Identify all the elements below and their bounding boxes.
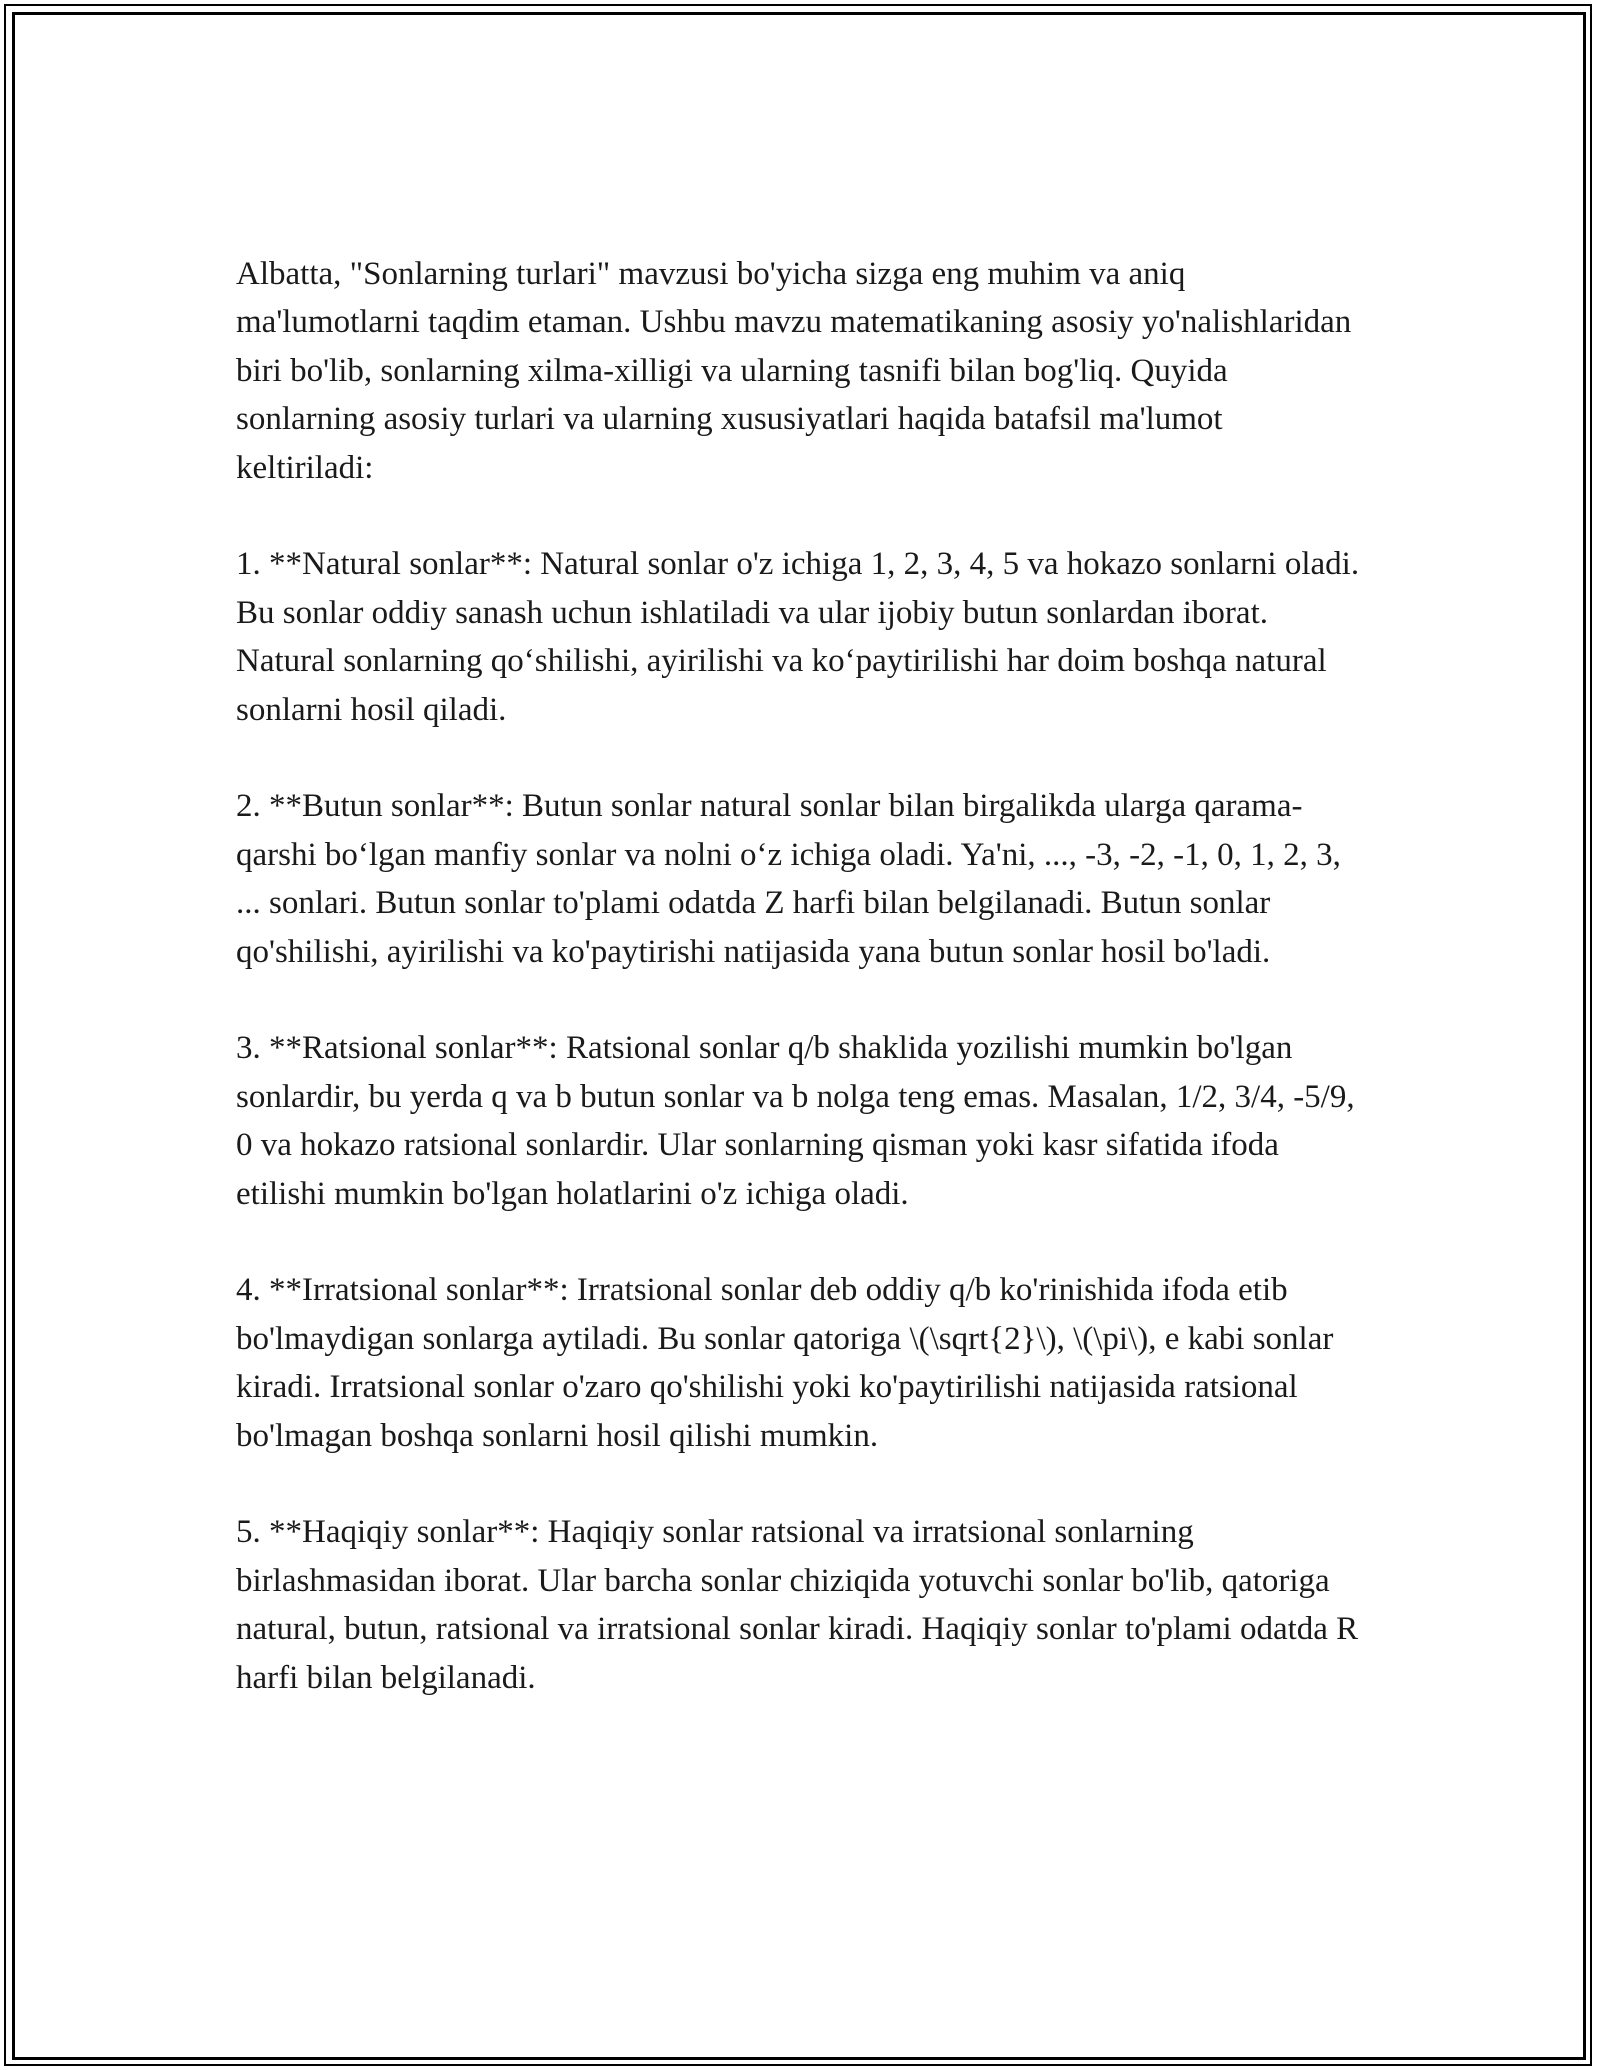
list-item-butun-sonlar: 2. **Butun sonlar**: Butun sonlar natural sonlar bilan birgalikda ularga qarama-qarshi bo‘lgan manfiy sonlar va nolni o‘z ichiga oladi. Ya'ni, ..., -3, -2, -1, 0, 1, 2, 3, ... sonlari. Butun sonlar to'plami odatda Z harfi bilan belgilanadi. Butun sonlar qo'shilishi, ayirilishi va ko'paytirishi natijasida yana butun sonlar hosil bo'ladi. xyxy=(236,788,1341,970)
list-item-ratsional-sonlar: 3. **Ratsional sonlar**: Ratsional sonlar q/b shaklida yozilishi mumkin bo'lgan sonlardir, bu yerda q va b butun sonlar va b nolga teng emas. Masalan, 1/2, 3/4, -5/9, 0 va hokazo ratsional sonlardir. Ular sonlarning qisman yoki kasr sifatida ifoda etilishi mumkin bo'lgan holatlarini o'z ichiga oladi. xyxy=(236,1030,1355,1212)
document-body xyxy=(236,250,1366,1702)
list-item-natural-sonlar: 1. **Natural sonlar**: Natural sonlar o'z ichiga 1, 2, 3, 4, 5 va hokazo sonlarni oladi. Bu sonlar oddiy sanash uchun ishlatiladi va ular ijobiy butun sonlardan iborat. Natural sonlarning qo‘shilishi, ayirilishi va ko‘paytirilishi har doim boshqa natural sonlarni hosil qiladi. xyxy=(236,546,1360,728)
list-item-irratsional-sonlar: 4. **Irratsional sonlar**: Irratsional sonlar deb oddiy q/b ko'rinishida ifoda etib bo'lmaydigan sonlarga aytiladi. Bu sonlar qatoriga \(\sqrt{2}\), \(\pi\), e kabi sonlar kiradi. Irratsional sonlar o'zaro qo'shilishi yoki ko'paytirilishi natijasida ratsional bo'lmagan boshqa sonlarni hosil qilishi mumkin. xyxy=(236,1272,1334,1454)
intro-paragraph: Albatta, "Sonlarning turlari" mavzusi bo'yicha sizga eng muhim va aniq ma'lumotlarni taqdim etaman. Ushbu mavzu matematikaning asosiy yo'nalishlaridan biri bo'lib, sonlarning xilma-xilligi va ularning tasnifi bilan bog'liq. Quyida sonlarning asosiy turlari va ularning xususiyatlari haqida batafsil ma'lumot keltiriladi: xyxy=(236,256,1352,486)
list-item-haqiqiy-sonlar: 5. **Haqiqiy sonlar**: Haqiqiy sonlar ratsional va irratsional sonlarning birlashmasidan iborat. Ular barcha sonlar chiziqida yotuvchi sonlar bo'lib, qatoriga natural, butun, ratsional va irratsional sonlar kiradi. Haqiqiy sonlar to'plami odatda R harfi bilan belgilanadi. xyxy=(236,1514,1359,1696)
